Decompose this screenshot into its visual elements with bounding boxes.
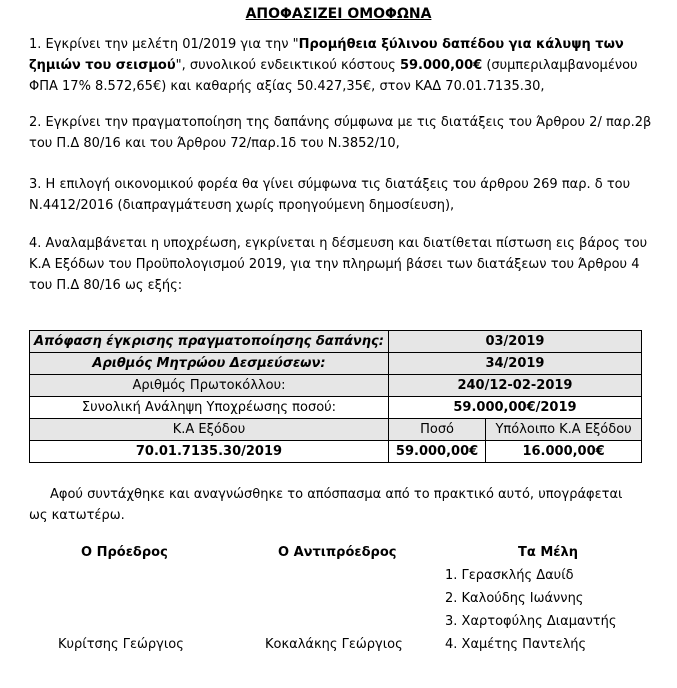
page-title: ΑΠΟΦΑΣΙΖΕΙ ΟΜΟΦΩΝΑ (245, 6, 432, 22)
vice-president-title: Ο Αντιπρόεδρος (278, 545, 397, 560)
table-data-row (30, 441, 642, 463)
table-header-row (30, 419, 642, 441)
paragraph-line: 1. Εγκρίνει την μελέτη 01/2019 για την "Προμήθεια ξύλινου δαπέδου για κάλυψη των (29, 37, 624, 52)
table-row (30, 331, 642, 353)
header-amount: Ποσό (388, 419, 485, 441)
member-1: 1. Γερασκλής Δαυίδ (445, 568, 574, 583)
commitment-table (29, 330, 642, 463)
remaining-value: 16.000,00€ (486, 441, 642, 463)
bold-text: Προμήθεια ξύλινου δαπέδου για κάλυψη των (298, 37, 624, 52)
amount-value: 59.000,00€ (388, 441, 485, 463)
member-4: 4. Χαμέτης Παντελής (445, 637, 587, 652)
paragraph-line: 3. Η επιλογή οικονομικού φορέα θα γίνει σύμφωνα τις διατάξεις του άρθρου 269 παρ. δ του (29, 177, 631, 192)
bold-text: ζημιών του σεισμού (29, 58, 176, 73)
member-2: 2. Καλούδης Ιωάννης (445, 591, 584, 606)
row-label: Αριθμός Πρωτοκόλλου: (30, 375, 389, 397)
vice-president-name: Κοκαλάκης Γεώργιος (265, 637, 403, 652)
table-row (30, 375, 642, 397)
row-value: 59.000,00€/2019 (388, 397, 641, 419)
table-row (30, 353, 642, 375)
row-label: Αριθμός Μητρώου Δεσμεύσεων: (30, 353, 389, 375)
closing-line-2: ως κατωτέρω. (29, 508, 125, 523)
decision-item-1 (29, 34, 665, 97)
closing-line-1: Αφού συντάχθηκε και αναγνώσθηκε το απόσπασμα από το πρακτικό αυτό, υπογράφεται (50, 487, 623, 502)
decision-item-4 (29, 233, 665, 296)
paragraph-line: Κ.Α Εξόδων του Προϋπολογισμού 2019, για την πληρωμή βάσει των διατάξεων του Άρθρου 4 (29, 257, 640, 272)
header-expense-code: Κ.Α Εξόδου (30, 419, 389, 441)
decision-item-2 (29, 112, 665, 154)
decision-item-3 (29, 174, 665, 216)
row-value: 240/12-02-2019 (388, 375, 641, 397)
member-3: 3. Χαρτοφύλης Διαμαντής (445, 614, 617, 629)
row-label: Απόφαση έγκρισης πραγματοποίησης δαπάνης: (30, 331, 389, 353)
paragraph-line: 2. Εγκρίνει την πραγματοποίηση της δαπάνης σύμφωνα με τις διατάξεις του Άρθρου 2/ παρ.2β (29, 115, 652, 130)
row-label: Συνολική Ανάληψη Υποχρέωσης ποσού: (30, 397, 389, 419)
paragraph-line: του Π.Δ 80/16 και του Άρθρου 72/παρ.1δ του Ν.3852/10, (29, 136, 400, 151)
table-row (30, 397, 642, 419)
paragraph-line: ζημιών του σεισμού", συνολικού ενδεικτικού κόστους 59.000,00€ (συμπεριλαμβανομένου (29, 58, 638, 73)
president-name: Κυρίτσης Γεώργιος (58, 637, 184, 652)
paragraph-line: Ν.4412/2016 (διαπραγμάτευση χωρίς προηγούμενη δημοσίευση), (29, 198, 455, 213)
paragraph-line: ΦΠΑ 17% 8.572,65€) και καθαρής αξίας 50.427,35€, στον ΚΑΔ 70.01.7135.30, (29, 79, 545, 94)
header-remaining: Υπόλοιπο Κ.Α Εξόδου (486, 419, 642, 441)
paragraph-line: του Π.Δ 80/16 ως εξής: (29, 278, 183, 293)
row-value: 03/2019 (388, 331, 641, 353)
paragraph-line: 4. Αναλαμβάνεται η υποχρέωση, εγκρίνεται η δέσμευση και διατίθεται πίστωση εις βάρος του (29, 236, 648, 251)
expense-code-value: 70.01.7135.30/2019 (30, 441, 389, 463)
bold-text: 59.000,00€ (399, 58, 483, 73)
row-value: 34/2019 (388, 353, 641, 375)
president-title: Ο Πρόεδρος (81, 545, 168, 560)
members-title: Τα Μέλη (518, 545, 578, 560)
